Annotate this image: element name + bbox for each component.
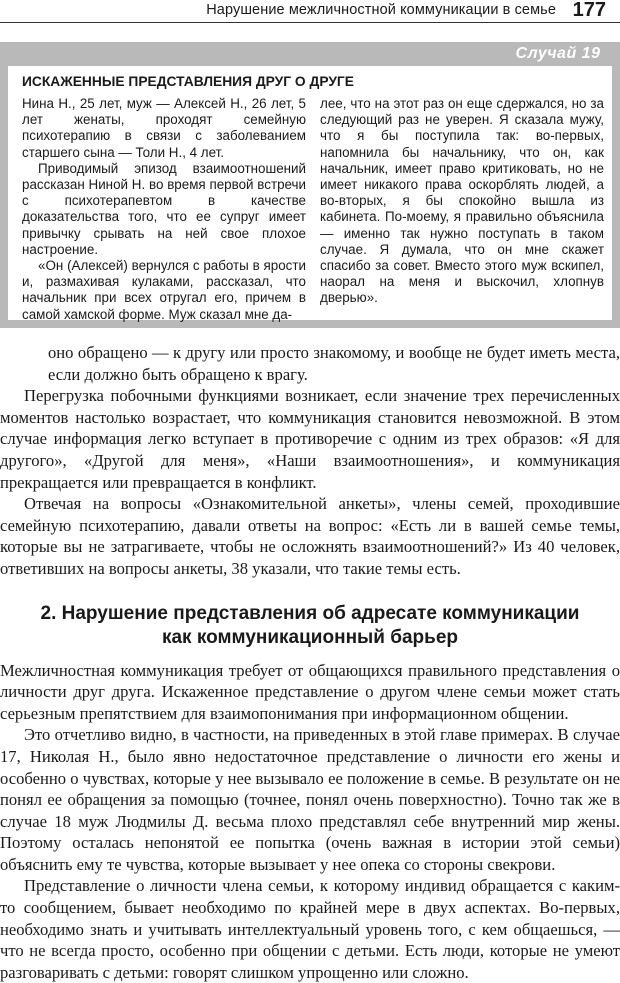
body-paragraph: Отвечая на вопросы «Ознакомительной анкеты», члены семей, проходившие семейную психотерапию, давали ответы на вопрос: «Есть ли в вашей семье темы, которые вы не затрагиваете, чтобы не осложнять взаимоотношений?» Из 40 человек, ответивших на вопросы анкеты, 38 указали, что такие темы есть.: [0, 494, 620, 578]
page-number: 177: [572, 0, 606, 21]
body-paragraph: Межличностная коммуникация требует от общающихся правильного представления о личности друг друга. Искаженное представление о другом члене семьи может стать серьезным препятствием для взаимопонимания при информационном общении.: [0, 660, 620, 723]
body-paragraph: оно обращено — к другу или просто знакомому, и вообще не будет иметь места, если должно быть обращено к врагу.: [48, 343, 620, 384]
case-heading: ИСКАЖЕННЫЕ ПРЕДСТАВЛЕНИЯ ДРУГ О ДРУГЕ: [22, 74, 354, 89]
case-right-column: [320, 96, 604, 307]
case-paragraph: Нина Н., 25 лет, муж — Алексей Н., 26 лет, 5 лет женаты, проходят семейную психотерапию в связи с заболеванием старшего сына — Толи Н., 4 лет.: [22, 96, 306, 160]
section-heading-line: 2. Нарушение представления об адресате коммуникации: [40, 602, 580, 624]
body-paragraph: Представление о личности члена семьи, к которому индивид обращается с каким-то сообщением, бывает необходимо по крайней мере в двух аспектах. Во-первых, необходимо знать и учитывать интеллектуальный уровень того, с кем общаешься, — что не всегда просто, особенно при общении с детьми. Есть люди, которые не умеют разговаривать с детьми: говорят слишком упрощенно или сложно.: [0, 876, 620, 982]
section-heading: [0, 602, 620, 650]
header-rule: [0, 22, 620, 23]
case-content: [8, 66, 612, 320]
running-title: Нарушение межличностной коммуникации в семье: [206, 2, 556, 18]
case-left-column: [22, 96, 306, 323]
running-head: [0, 0, 620, 24]
body-paragraph: Перегрузка побочными функциями возникает, если значение трех перечисленных моментов настолько возрастает, что коммуникация становится невозможной. В этом случае информация легко вступает в противоречие с одним из трех образов: «Я для другого», «Другой для меня», «Наши взаимоотношения», и коммуникация прекращается или превращается в конфликт.: [0, 386, 620, 492]
case-tab: Случай 19: [504, 42, 612, 66]
body-paragraph: Это отчетливо видно, в частности, на приведенных в этой главе примерах. В случае 17, Николая Н., было явно недостаточное представление о личности его жены и особенно о чувствах, которые у нее вызывало ее положение в семье. В результате он не понял ее обращения за помощью (точнее, понял очень поверхностно). Точно так же в случае 18 муж Людмилы Д. весьма плохо представлял себе внутренний мир жены. Поэтому осталась непонятой ее попытка (очень важная в истории этой семьи) объяснить ему те чувства, которые вызывает у нее опека со стороны свекрови.: [0, 725, 620, 874]
case-paragraph: «Он (Алексей) вернулся с работы в ярости и, размахивая кулаками, рассказал, что начальник при всех отругал его, причем в самой хамской форме. Муж сказал мне да-: [22, 258, 306, 322]
case-paragraph: Приводимый эпизод взаимоотношений рассказан Ниной Н. во время первой встречи с психотерапевтом в качестве доказательства того, что ее супруг имеет привычку срывать на ней свое плохое настроение.: [22, 160, 306, 257]
main-text: [0, 342, 620, 983]
case-paragraph: лее, что на этот раз он еще сдержался, но за следующий раз не уверен. Я сказала мужу, что я бы поступила так: во-первых, напомнила бы начальнику, что он, как начальник, имеет право критиковать, но не имеет никакого права оскорблять людей, а во-вторых, я бы спокойно вышла из кабинета. По-моему, я правильно объяснила — именно так нужно поступать в таком случае. Я думала, что он мне скажет спасибо за совет. Вместо этого муж вскипел, наорал на меня и выскочил, хлопнув дверью».: [320, 96, 604, 306]
section-heading-line: как коммуникационный барьер: [161, 626, 458, 648]
case-box: [0, 42, 620, 328]
